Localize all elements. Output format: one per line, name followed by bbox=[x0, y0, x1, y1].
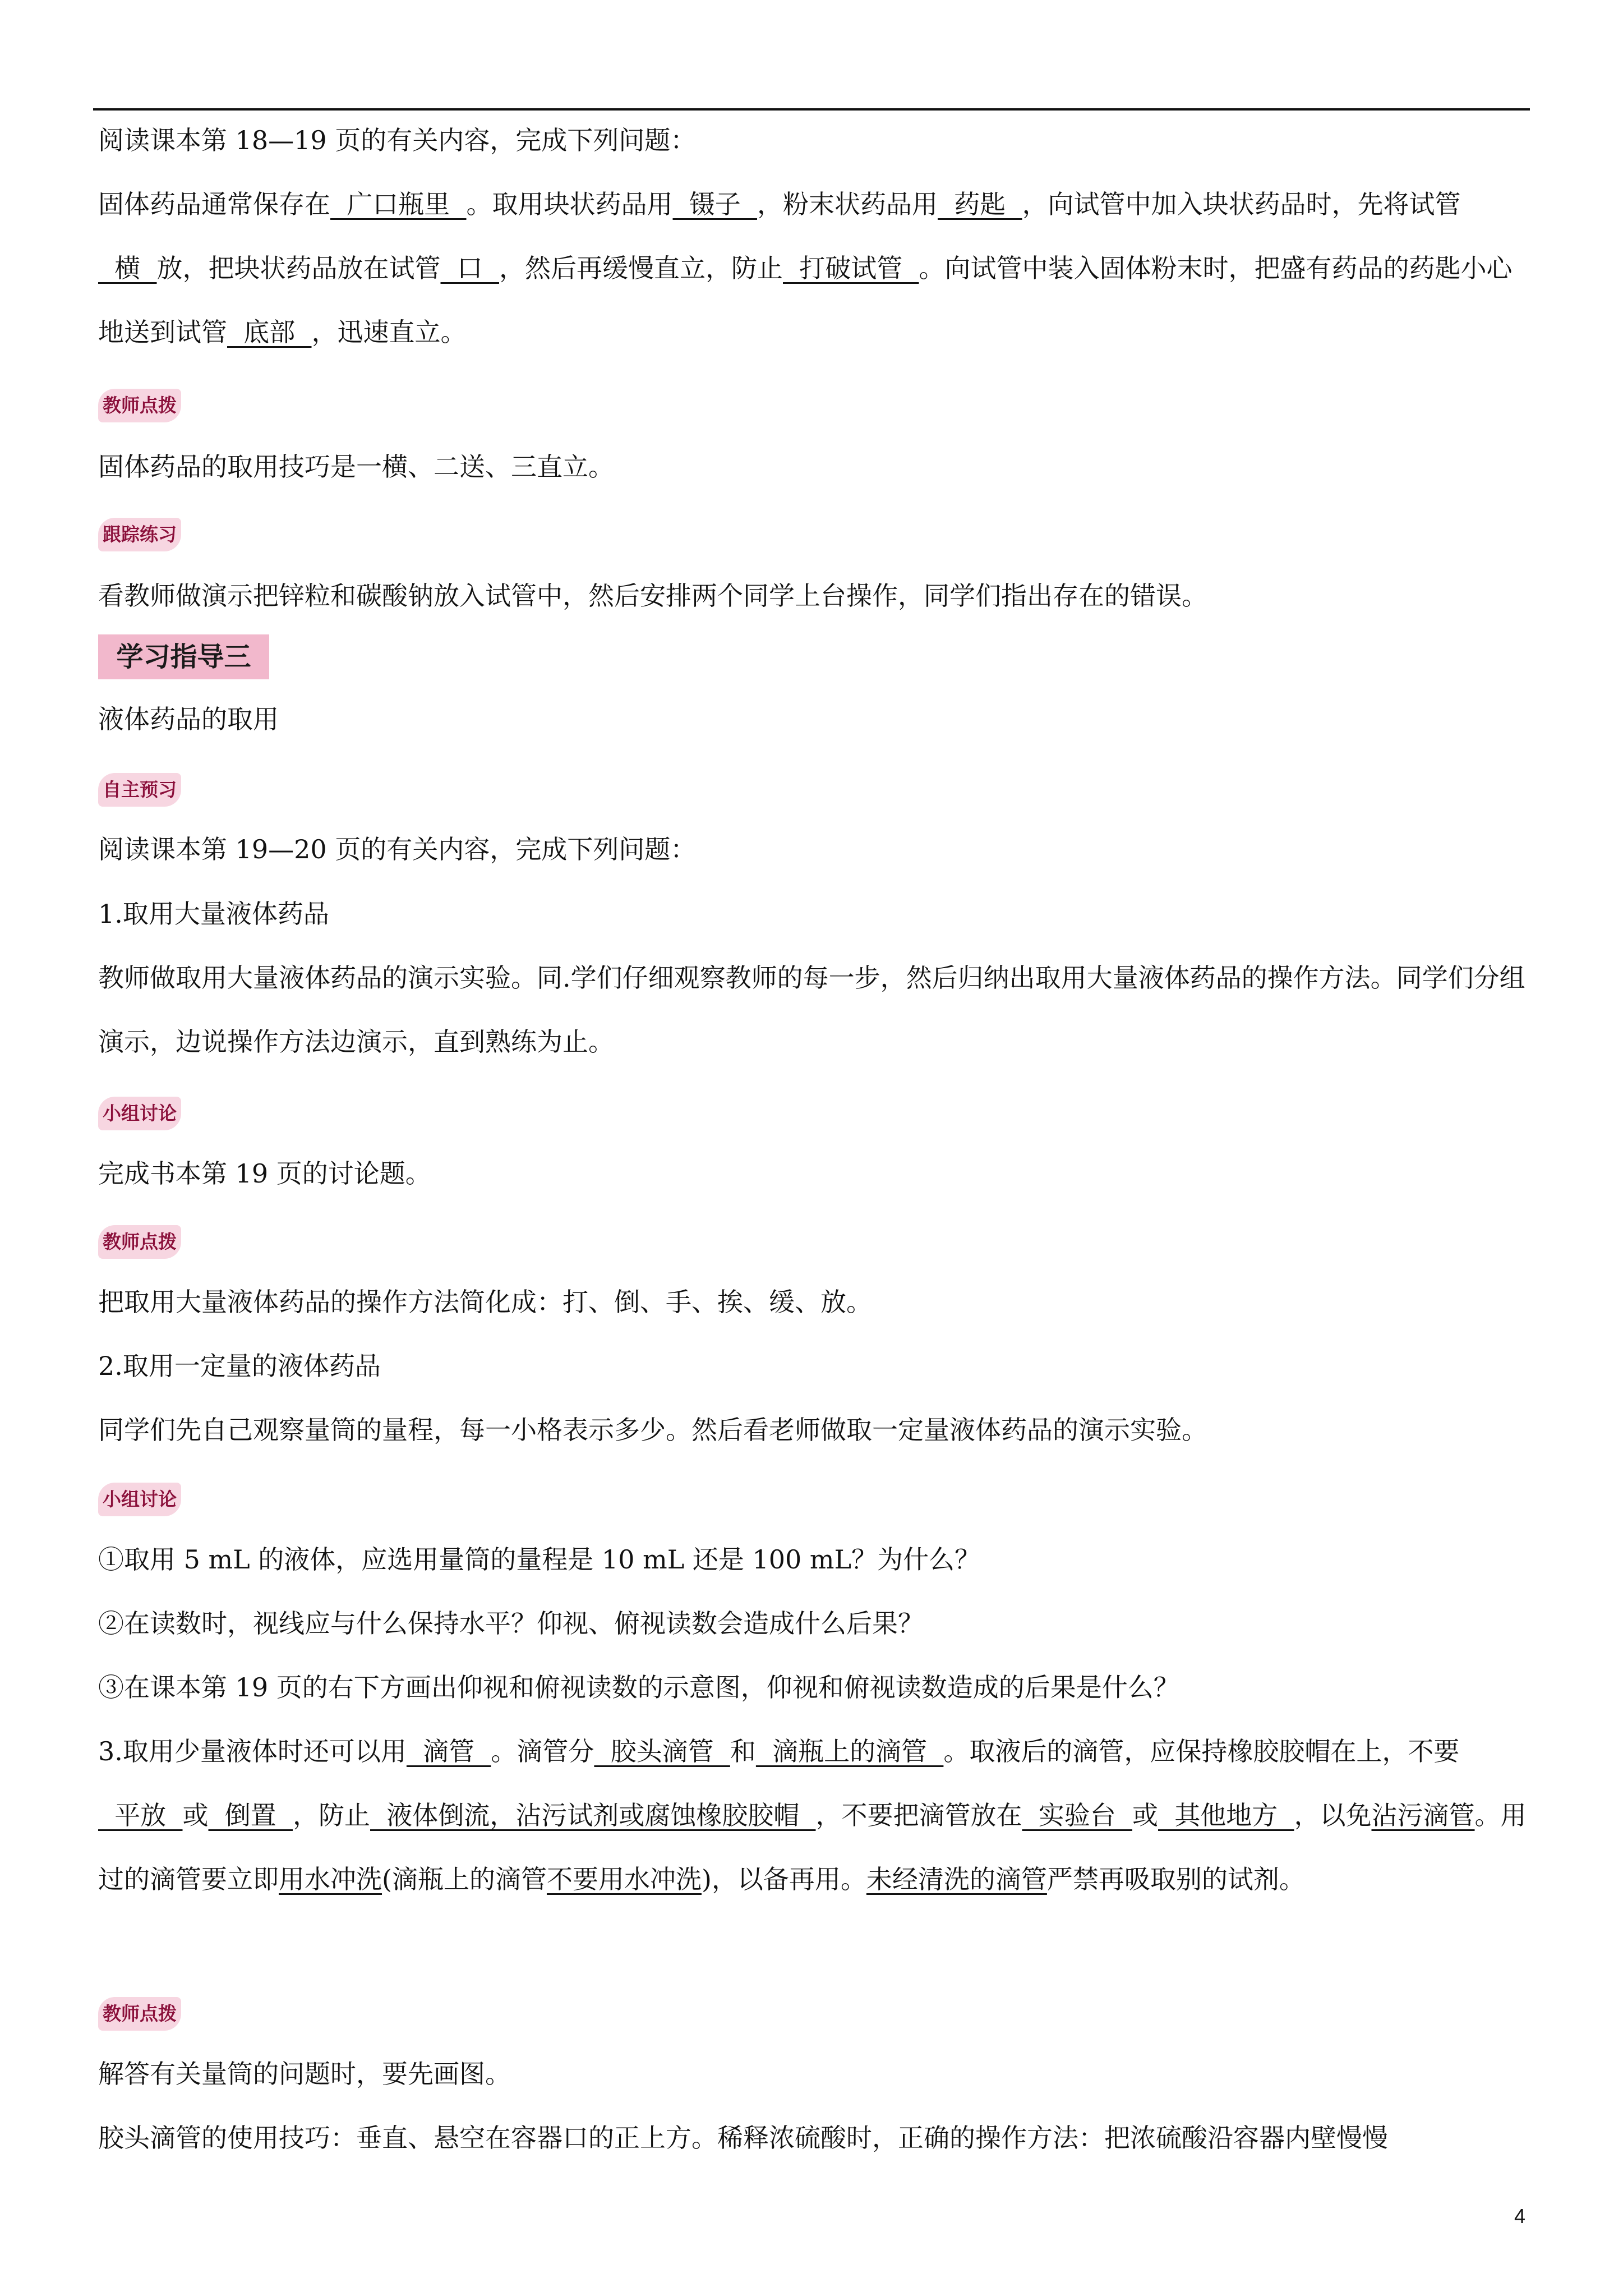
answer-blank: 平放 bbox=[98, 1800, 183, 1830]
answer-blank: 广口瓶里 bbox=[330, 189, 467, 219]
follow-up-tag: 跟踪练习 bbox=[98, 518, 181, 551]
item1-title: 1.取用大量液体药品 bbox=[98, 899, 329, 929]
item1-text: 教师做取用大量液体药品的演示实验。同.学们仔细观察教师的每一步，然后归纳出取用大量液体药品的操作方法。同学们分组演示，边说操作方法边演示，直到熟练为止。 bbox=[98, 963, 1525, 1057]
answer-blank: 镊子 bbox=[672, 189, 757, 219]
group-discussion-tag: 小组讨论 bbox=[98, 1483, 181, 1516]
question-1: ①取用 5 mL 的液体，应选用量筒的量程是 10 mL 还是 100 mL？为什么？ bbox=[98, 1544, 981, 1575]
tip2-text: 把取用大量液体药品的操作方法简化成：打、倒、手、挨、缓、放。 bbox=[98, 1287, 872, 1317]
item2-text: 同学们先自己观察量筒的量程，每一小格表示多少。然后看老师做取一定量液体药品的演示实验。 bbox=[98, 1415, 1207, 1445]
tip4-text: 胶头滴管的使用技巧：垂直、悬空在容器口的正上方。稀释浓硫酸时，正确的操作方法：把浓硫酸沿容器内壁慢慢 bbox=[98, 2123, 1388, 2153]
answer-blank: 滴瓶上的滴管 bbox=[755, 1736, 944, 1766]
section-heading: 学习指导三 bbox=[98, 634, 269, 679]
answer-blank: 胶头滴管 bbox=[594, 1736, 730, 1766]
group-discussion-tag: 小组讨论 bbox=[98, 1097, 181, 1130]
solid-drug-paragraph: 固体药品通常保存在 广口瓶里 。取用块状药品用 镊子 ，粉末状药品用 药匙 ，向试管中加入块状药品时，先将试管 横 放，把块状药品放在试管 口 ，然后再缓慢直立，防止 打破试管 。向试管中装入固体粉末时，把盛有药品的药匙小心地送到试管 底部 ，迅速直立。 bbox=[98, 189, 1513, 347]
item3-paragraph: 3.取用少量液体时还可以用 滴管 。滴管分 胶头滴管 和 滴瓶上的滴管 。取液后的滴管，应保持橡胶胶帽在上，不要 平放 或 倒置 ，防止 液体倒流，沾污试剂或腐蚀橡胶胶帽 ，不要把滴管放在 实验台 或 其他地方 ，以免沾污滴管。用过的滴管要立即用水冲洗(滴瓶上的滴管不要用水冲洗)，以备再用。未经清洗的滴管严禁再吸取别的试剂。 bbox=[98, 1736, 1527, 1894]
answer-blank: 口 bbox=[440, 253, 499, 283]
answer-blank: 不要用水冲洗 bbox=[546, 1864, 702, 1894]
answer-blank: 未经清洗的滴管 bbox=[866, 1864, 1047, 1894]
item2-title: 2.取用一定量的液体药品 bbox=[98, 1351, 381, 1381]
discussion1-text: 完成书本第 19 页的讨论题。 bbox=[98, 1158, 431, 1189]
teacher-tip-tag: 教师点拨 bbox=[98, 389, 181, 422]
answer-blank: 底部 bbox=[227, 317, 312, 347]
answer-blank: 沾污滴管 bbox=[1371, 1800, 1475, 1830]
page-number: 4 bbox=[1514, 2205, 1526, 2228]
intro2-text: 阅读课本第 19—20 页的有关内容，完成下列问题： bbox=[98, 834, 697, 864]
liquid-title: 液体药品的取用 bbox=[98, 704, 279, 734]
answer-blank: 用水冲洗 bbox=[279, 1864, 382, 1894]
teacher-tip-tag: 教师点拨 bbox=[98, 1225, 181, 1259]
answer-blank: 实验台 bbox=[1022, 1800, 1132, 1830]
answer-blank: 其他地方 bbox=[1158, 1800, 1294, 1830]
question-2: ②在读数时，视线应与什么保持水平？仰视、俯视读数会造成什么后果？ bbox=[98, 1608, 924, 1639]
solid-tip-text: 固体药品的取用技巧是一横、二送、三直立。 bbox=[98, 452, 614, 482]
answer-blank: 倒置 bbox=[208, 1800, 293, 1830]
teacher-tip-tag: 教师点拨 bbox=[98, 1997, 181, 2031]
follow-up-text: 看教师做演示把锌粒和碳酸钠放入试管中，然后安排两个同学上台操作，同学们指出存在的错误。 bbox=[98, 581, 1207, 611]
answer-blank: 药匙 bbox=[938, 189, 1022, 219]
tip3-text: 解答有关量筒的问题时，要先画图。 bbox=[98, 2059, 511, 2089]
self-study-tag: 自主预习 bbox=[98, 773, 181, 807]
question-3: ③在课本第 19 页的右下方画出仰视和俯视读数的示意图，仰视和俯视读数造成的后果是什么？ bbox=[98, 1672, 1179, 1703]
answer-blank: 横 bbox=[98, 253, 157, 283]
intro-text: 阅读课本第 18—19 页的有关内容，完成下列问题： bbox=[98, 125, 697, 155]
answer-blank: 液体倒流，沾污试剂或腐蚀橡胶胶帽 bbox=[370, 1800, 816, 1830]
answer-blank: 打破试管 bbox=[783, 253, 919, 283]
answer-blank: 滴管 bbox=[406, 1736, 491, 1766]
